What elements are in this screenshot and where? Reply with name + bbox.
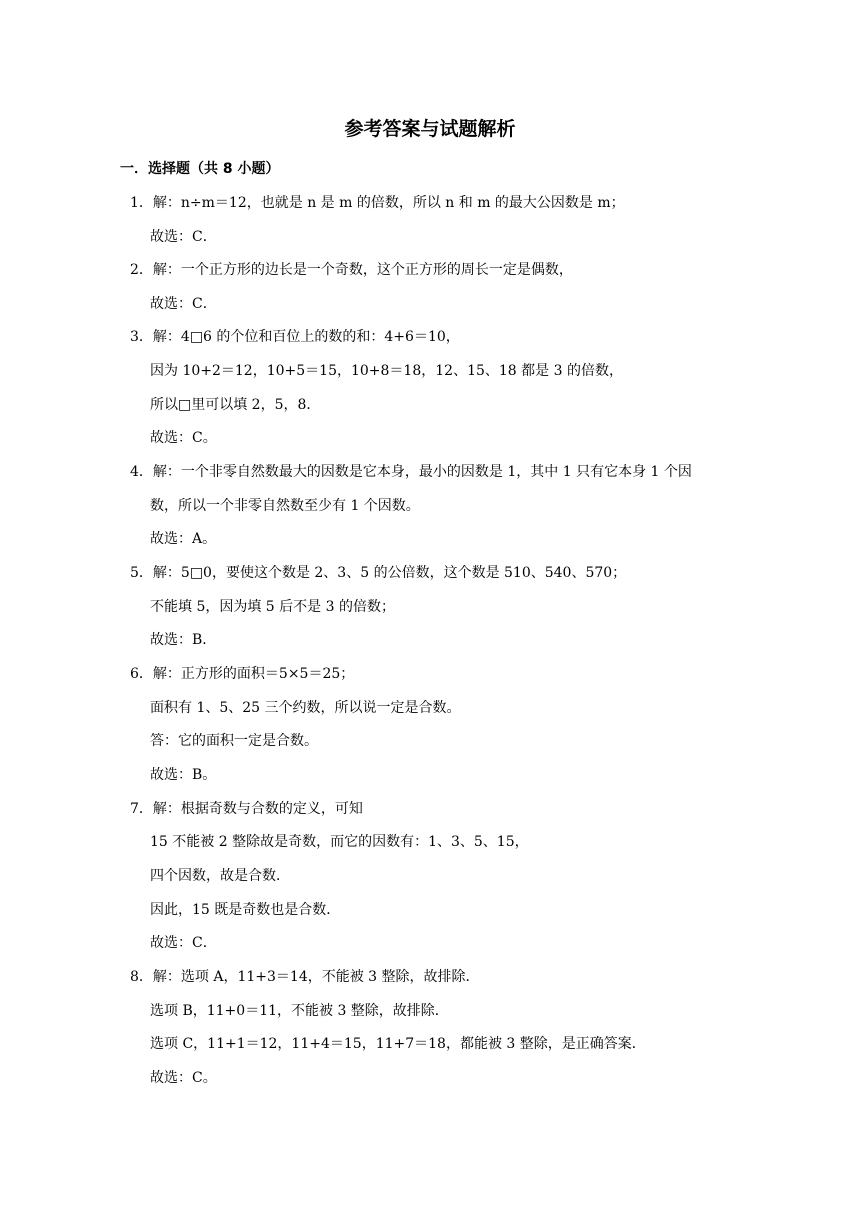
q1-solution-line-1: 1．解：n÷m＝12，也就是 n 是 m 的倍数，所以 n 和 m 的最大公因数是 m； [130, 195, 625, 211]
q4-answer: 故选：A。 [150, 531, 217, 547]
q4-solution-line-1: 4．解：一个非零自然数最大的因数是它本身，最小的因数是 1，其中 1 只有它本身 1 个因 [130, 464, 692, 480]
q6-solution-line-3: 答：它的面积一定是合数。 [150, 733, 318, 749]
q7-solution-line-2: 15 不能被 2 整除故是奇数，而它的因数有：1、3、5、15， [150, 834, 529, 850]
q5-solution-line-2: 不能填 5，因为填 5 后不是 3 的倍数； [150, 599, 395, 615]
q5-answer: 故选：B． [150, 632, 217, 648]
q3-solution-line-3: 所以□里可以填 2，5，8． [150, 397, 321, 413]
q8-solution-line-3: 选项 C，11+1＝12，11+4＝15，11+7＝18，都能被 3 整除，是正确答案． [150, 1036, 646, 1052]
q8-answer: 故选：C。 [150, 1070, 217, 1086]
q6-answer: 故选：B。 [150, 767, 217, 783]
q7-solution-line-4: 因此，15 既是奇数也是合数． [150, 902, 341, 918]
q8-solution-line-1: 8．解：选项 A，11+3＝14，不能被 3 整除，故排除． [130, 969, 480, 985]
q5-solution-line-1: 5．解：5□0，要使这个数是 2、3、5 的公倍数，这个数是 510、540、570； [130, 565, 627, 581]
q8-solution-line-2: 选项 B，11+0＝11，不能被 3 整除，故排除． [150, 1003, 449, 1019]
q1-answer: 故选：C． [150, 229, 217, 245]
q6-solution-line-1: 6．解：正方形的面积＝5×5＝25； [130, 666, 355, 682]
q3-answer: 故选：C。 [150, 430, 217, 446]
page-title: 参考答案与试题解析 [344, 118, 516, 140]
q7-solution-line-1: 7．解：根据奇数与合数的定义，可知 [130, 801, 363, 817]
q3-solution-line-1: 3．解：4□6 的个位和百位上的数的和：4+6＝10， [130, 329, 460, 345]
q2-answer: 故选：C． [150, 296, 217, 312]
q3-solution-line-2: 因为 10+2＝12，10+5＝15，10+8＝18，12、15、18 都是 3 的倍数， [150, 363, 623, 379]
q7-answer: 故选：C． [150, 935, 217, 951]
q6-solution-line-2: 面积有 1、5、25 三个约数，所以说一定是合数。 [150, 700, 461, 716]
q2-solution-line-1: 2．解：一个正方形的边长是一个奇数，这个正方形的周长一定是偶数， [130, 262, 573, 278]
q4-solution-line-2: 数，所以一个非零自然数至少有 1 个因数。 [150, 498, 420, 514]
q7-solution-line-3: 四个因数，故是合数． [150, 868, 290, 884]
section-heading: 一．选择题（共 8 小题） [120, 161, 280, 177]
